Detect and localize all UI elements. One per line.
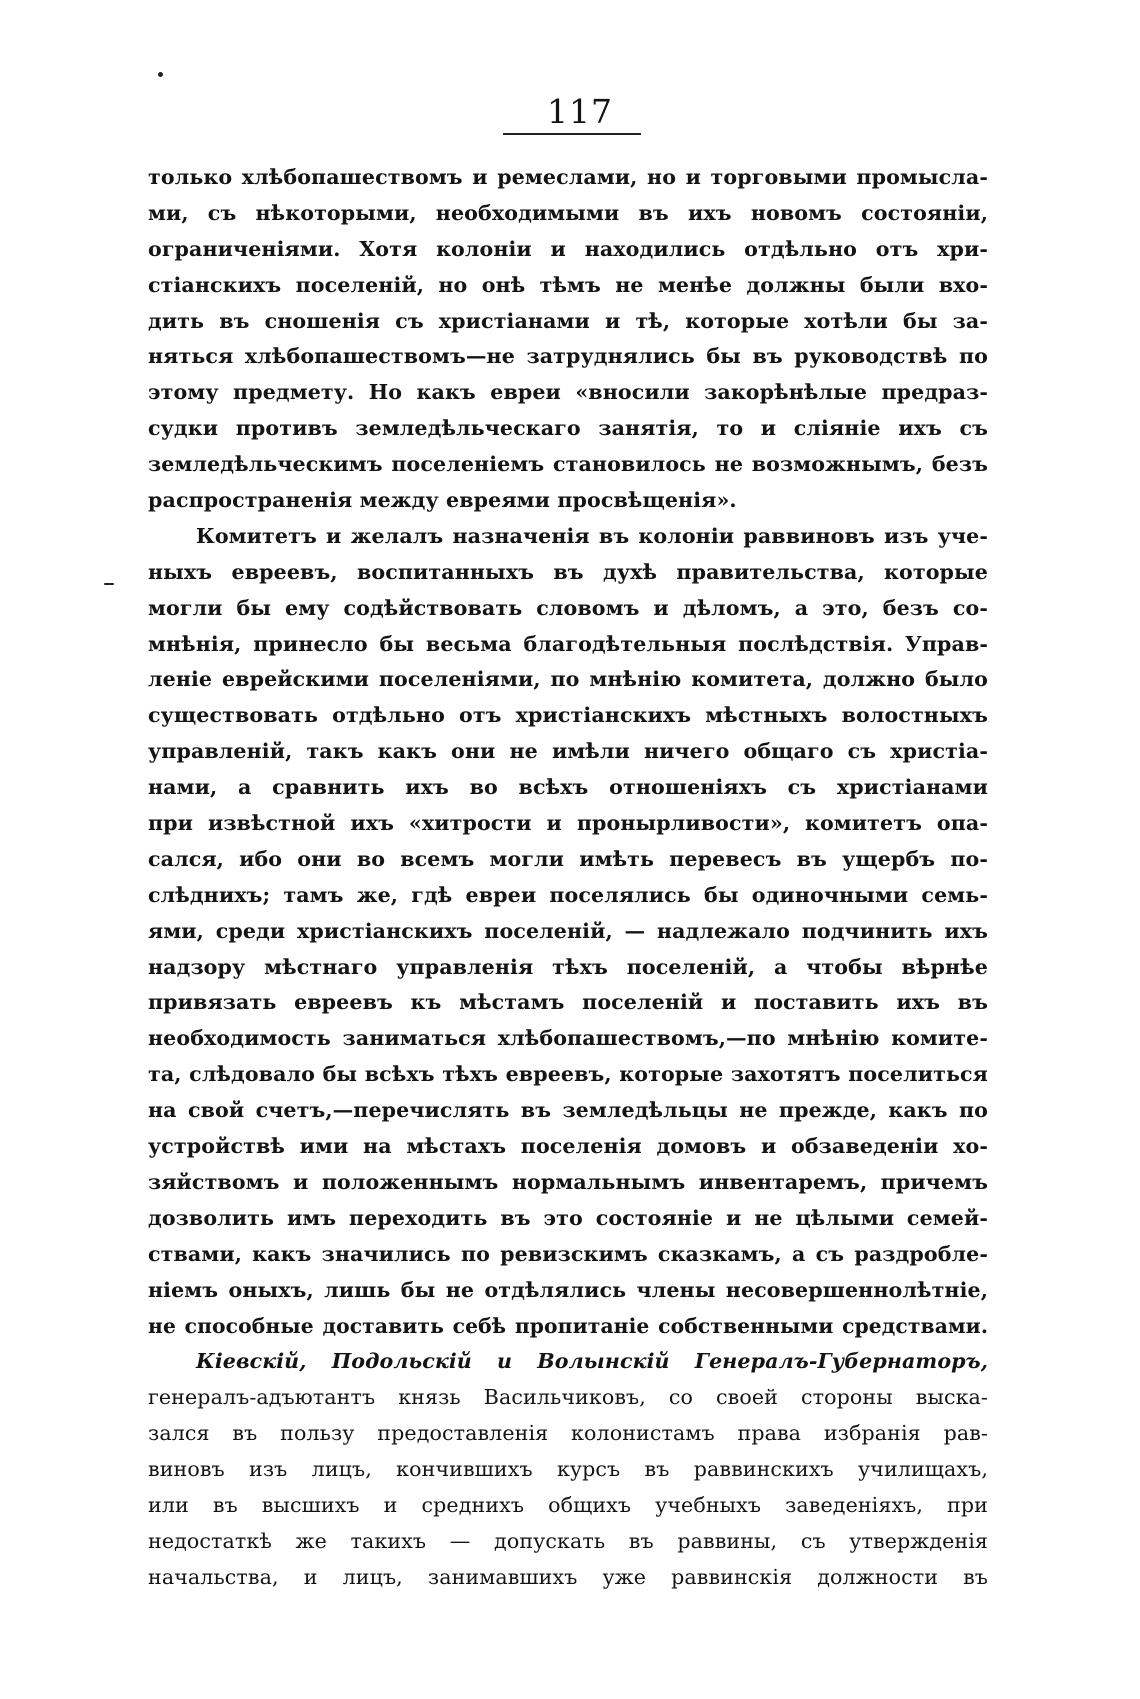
text-line: нами, а сравнить ихъ во всѣхъ отношеніяхъ съ христіанами [148, 775, 988, 800]
text-line: ствами, какъ значились по ревизскимъ сказкамъ, а съ раздробле- [148, 1241, 988, 1266]
text-line: та, слѣдовало бы всѣхъ тѣхъ евреевъ, которые захотятъ поселиться [148, 1062, 988, 1087]
text-line: или въ высшихъ и среднихъ общихъ учебныхъ заведеніяхъ, при [148, 1492, 988, 1517]
text-line: существовать отдѣльно отъ христіанскихъ мѣстныхъ волостныхъ [148, 703, 988, 728]
text-line: надзору мѣстнаго управленія тѣхъ поселеній, а чтобы вѣрнѣе [148, 954, 988, 979]
text-line: не способные доставить себѣ пропитаніе собственными средствами. [148, 1313, 988, 1338]
text-line: земледѣльческимъ поселеніемъ становилось не возможнымъ, безъ [148, 452, 988, 477]
text-line: мнѣнія, принесло бы весьма благодѣтельныя послѣдствія. Управ- [148, 631, 988, 656]
text-line: привязать евреевъ къ мѣстамъ поселеній и поставить ихъ въ [148, 990, 988, 1015]
text-line: зяйствомъ и положеннымъ нормальнымъ инвентаремъ, причемъ [148, 1169, 988, 1194]
text-line: дить въ сношенія съ христіанами и тѣ, которые хотѣли бы за- [148, 308, 988, 333]
text-line: этому предмету. Но какъ евреи «вносили закорѣнѣлые предраз- [148, 380, 988, 405]
text-line: распространенія между евреями просвѣщенія». [148, 488, 737, 513]
text-line: при извѣстной ихъ «хитрости и пронырливости», комитетъ опа- [148, 811, 988, 836]
text-line: генералъ-адъютантъ князь Васильчиковъ, со своей стороны выска- [148, 1385, 988, 1410]
text-line: слѣднихъ; тамъ же, гдѣ евреи поселялись бы одиночными семь- [148, 882, 988, 907]
text-line: дозволить имъ переходить въ это состояніе и не цѣлыми семей- [148, 1205, 988, 1230]
page-number-rule [503, 133, 641, 135]
text-line: недостаткѣ же такихъ — допускать въ раввины, съ утвержденія [148, 1528, 988, 1553]
text-line: устройствѣ ими на мѣстахъ поселенія домовъ и обзаведеніи хо- [148, 1134, 988, 1159]
print-speck [104, 583, 114, 585]
text-line: начальства, и лицъ, занимавшихъ уже раввинскія должности въ [148, 1564, 988, 1589]
text-line: управленій, такъ какъ они не имѣли ничего общаго съ христіа- [148, 739, 988, 764]
text-line: леніе еврейскими поселеніями, по мнѣнію комитета, должно было [148, 667, 988, 692]
text-line: только хлѣбопашествомъ и ремеслами, но и торговыми промысла- [148, 165, 988, 189]
page-number: 117 [547, 92, 613, 131]
text-line: на свой счетъ,—перечислять въ земледѣльцы не прежде, какъ по [148, 1098, 988, 1123]
body-text [148, 160, 988, 1596]
text-line: могли бы ему содѣйствовать словомъ и дѣломъ, а это, безъ со- [148, 595, 988, 620]
text-line: ми, съ нѣкоторыми, необходимыми въ ихъ новомъ состояніи, [148, 200, 988, 225]
print-speck [158, 72, 163, 77]
text-line: стіанскихъ поселеній, но онѣ тѣмъ не менѣе должны были вхо- [148, 272, 988, 297]
text-line: зался въ пользу предоставленія колонистамъ права избранія рав- [148, 1421, 988, 1446]
text-line: Комитетъ и желалъ назначенія въ колоніи раввиновъ изъ уче- [196, 523, 988, 548]
text-line: няться хлѣбопашествомъ—не затруднялись бы въ руководствѣ по [148, 344, 988, 369]
text-line: виновъ изъ лицъ, кончившихъ курсъ въ раввинскихъ училищахъ, [148, 1457, 988, 1482]
text-line: сался, ибо они во всемъ могли имѣть перевесъ въ ущербъ по- [148, 846, 988, 871]
text-line: необходимость заниматься хлѣбопашествомъ,—по мнѣнію комите- [148, 1026, 988, 1051]
text-line: судки противъ земледѣльческаго занятія, то и сліяніе ихъ съ [148, 416, 988, 441]
italic-lead-line: Кіевскій, Подольскій и Волынскій Генералъ-Губернаторъ, [196, 1349, 988, 1374]
text-line: ограниченіями. Хотя колоніи и находились отдѣльно отъ хри- [148, 236, 988, 261]
text-line: ніемъ оныхъ, лишь бы не отдѣлялись члены несовершеннолѣтніе, [148, 1277, 988, 1302]
text-line: ями, среди христіанскихъ поселеній, — надлежало подчинить ихъ [148, 918, 988, 943]
text-line: ныхъ евреевъ, воспитанныхъ въ духѣ правительства, которые [148, 559, 988, 584]
